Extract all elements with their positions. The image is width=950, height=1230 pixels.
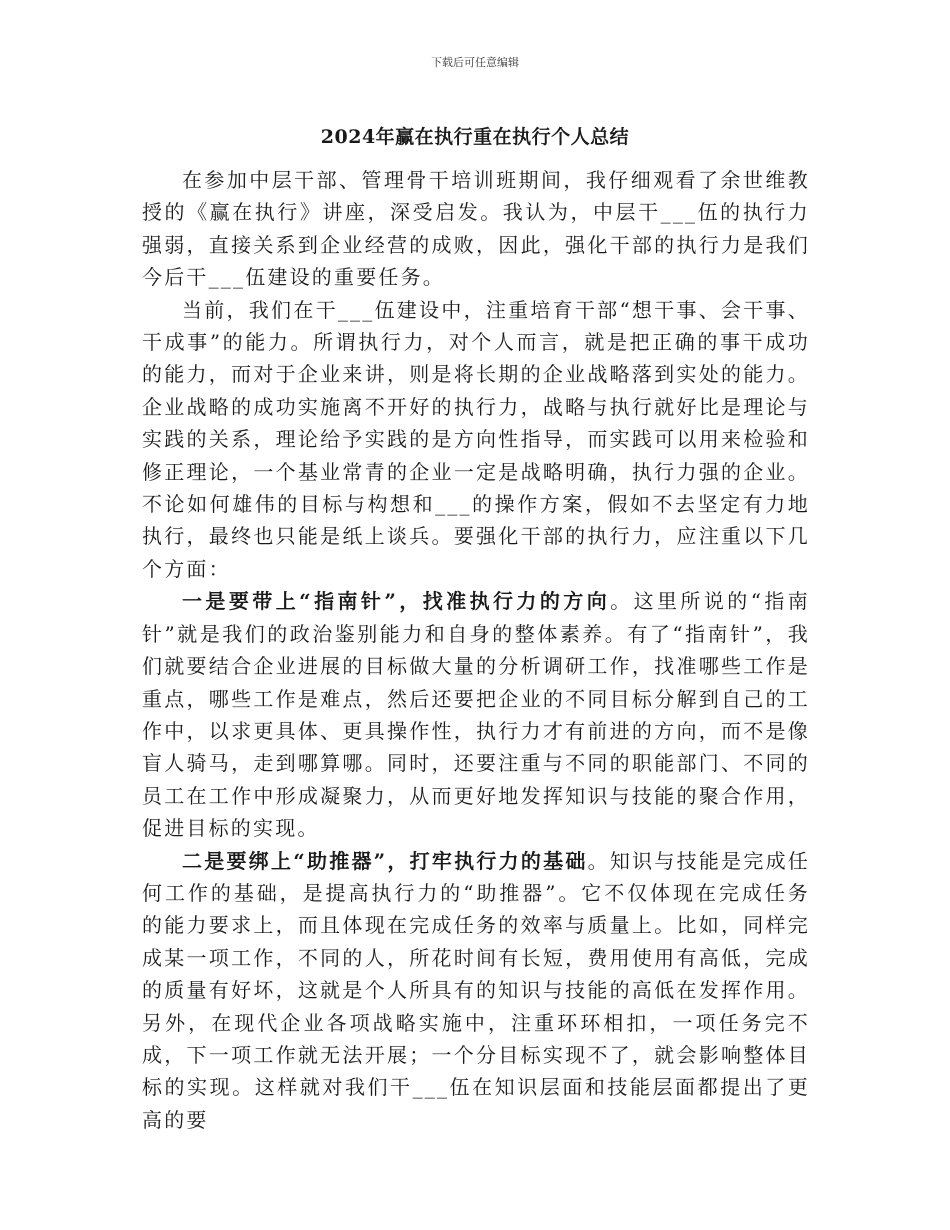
document-title: 2024年赢在执行重在执行个人总结 <box>320 126 630 148</box>
paragraph-text: 在参加中层干部、管理骨干培训班期间，我仔细观看了余世维教授的《赢在执行》讲座，深受启发。我认为，中层干___伍的执行力强弱，直接关系到企业经营的成败，因此，强化干部的执行力是我们今后干___伍建设的重要任务。 <box>142 168 810 290</box>
paragraph-4 <box>142 845 810 1137</box>
document-body <box>142 164 810 1136</box>
paragraph-text: 。知识与技能是完成任何工作的基础，是提高执行力的“助推器”。它不仅体现在完成任务的能力要求上，而且体现在完成任务的效率与质量上。比如，同样完成某一项工作，不同的人，所花时间有长短，费用使用有高低，完成的质量有好坏，这就是个人所具有的知识与技能的高低在发挥作用。另外，在现代企业各项战略实施中，注重环环相扣，一项任务完不成，下一项工作就无法开展；一个分目标实现不了，就会影响整体目标的实现。这样就对我们干___伍在知识层面和技能层面都提出了更高的要 <box>142 848 811 1132</box>
paragraph-2 <box>142 294 810 586</box>
paragraph-lead: 一是要带上“指南针”，找准执行力的方向 <box>182 589 611 614</box>
header-note: 下载后可任意编辑 <box>431 56 519 69</box>
paragraph-1 <box>142 164 810 294</box>
paragraph-text: 。这里所说的“指南针”就是我们的政治鉴别能力和自身的整体素养。有了“指南针”，我们就要结合企业进展的目标做大量的分析调研工作，找准哪些工作是重点，哪些工作是难点，然后还要把企业的不同目标分解到自己的工作中，以求更具体、更具操作性，执行力才有前进的方向，而不是像盲人骑马，走到哪算哪。同时，还要注重与不同的职能部门、不同的员工在工作中形成凝聚力，从而更好地发挥知识与技能的聚合作用，促进目标的实现。 <box>142 589 810 841</box>
paragraph-lead: 二是要绑上“助推器”，打牢执行力的基础 <box>182 848 588 873</box>
paragraph-3 <box>142 585 810 844</box>
paragraph-text: 当前，我们在干___伍建设中，注重培育干部“想干事、会干事、干成事”的能力。所谓执行力，对个人而言，就是把正确的事干成功的能力，而对于企业来讲，则是将长期的企业战略落到实处的能力。企业战略的成功实施离不开好的执行力，战略与执行就好比是理论与实践的关系，理论给予实践的是方向性指导，而实践可以用来检验和修正理论，一个基业常青的企业一定是战略明确，执行力强的企业。不论如何雄伟的目标与构想和___的操作方案，假如不去坚定有力地执行，最终也只能是纸上谈兵。要强化干部的执行力，应注重以下几个方面： <box>142 297 810 581</box>
